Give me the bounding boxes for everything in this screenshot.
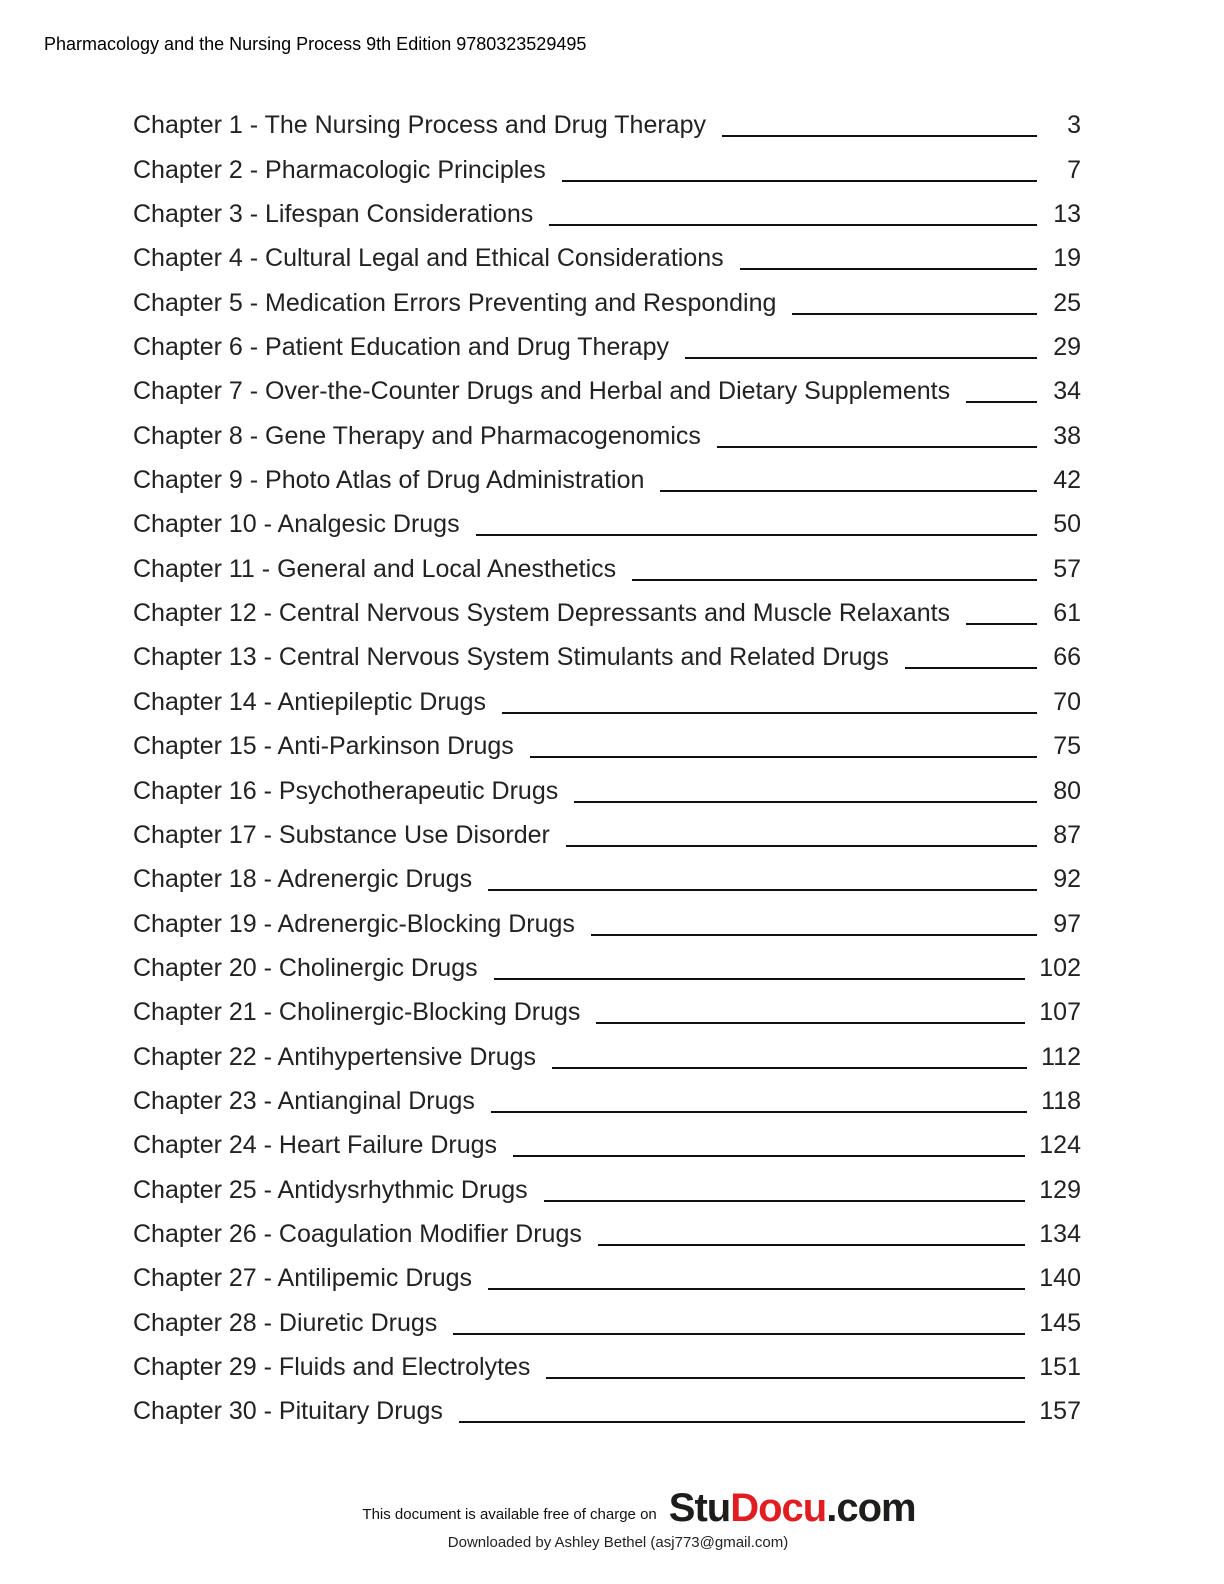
toc-chapter-number: Chapter 7 — [133, 377, 243, 406]
toc-separator: - — [256, 510, 278, 539]
toc-entry[interactable] — [133, 1213, 1081, 1257]
toc-entry-title — [133, 289, 776, 326]
toc-leader-line — [566, 845, 1037, 847]
toc-chapter-number: Chapter 13 — [133, 643, 257, 672]
toc-separator: - — [256, 1042, 278, 1071]
toc-chapter-number: Chapter 20 — [133, 953, 257, 982]
toc-separator: - — [242, 244, 266, 273]
toc-leader-line — [685, 357, 1037, 359]
toc-entry[interactable] — [133, 1124, 1081, 1168]
toc-page-number: 50 — [1053, 510, 1081, 539]
toc-chapter-number: Chapter 19 — [133, 909, 257, 938]
toc-chapter-number: Chapter 8 — [133, 421, 243, 450]
toc-entry[interactable] — [133, 414, 1081, 458]
toc-entry-title — [133, 1264, 472, 1301]
toc-chapter-title: Lifespan Considerations — [265, 200, 534, 229]
toc-separator: - — [254, 554, 278, 583]
toc-entry[interactable] — [133, 503, 1081, 547]
toc-separator: - — [256, 998, 279, 1027]
toc-leader-line — [966, 401, 1037, 403]
toc-chapter-number: Chapter 29 — [133, 1352, 257, 1381]
toc-page-number: 61 — [1053, 599, 1081, 628]
toc-page-number: 145 — [1039, 1308, 1081, 1337]
toc-leader-line — [459, 1421, 1025, 1423]
toc-leader-line — [530, 756, 1037, 758]
toc-leader-line — [491, 1111, 1027, 1113]
toc-page-number: 25 — [1053, 288, 1081, 317]
toc-page-number: 92 — [1053, 865, 1081, 894]
toc-entry-title — [133, 156, 546, 193]
toc-entry[interactable] — [133, 902, 1081, 946]
toc-chapter-number: Chapter 14 — [133, 687, 257, 716]
toc-entry-title — [133, 466, 644, 503]
toc-leader-line — [546, 1377, 1025, 1379]
toc-chapter-number: Chapter 24 — [133, 1131, 257, 1160]
toc-entry[interactable] — [133, 237, 1081, 281]
toc-entry[interactable] — [133, 725, 1081, 769]
toc-leader-line — [792, 313, 1037, 315]
toc-leader-line — [502, 712, 1037, 714]
toc-page-number: 87 — [1053, 820, 1081, 849]
toc-chapter-title: Medication Errors Preventing and Responding — [265, 288, 777, 317]
toc-entry-title — [133, 865, 472, 902]
downloaded-by-text: Downloaded by Ashley Bethel (asj773@gmail.com) — [447, 1534, 789, 1551]
toc-separator: - — [256, 1397, 279, 1426]
toc-chapter-number: Chapter 25 — [133, 1175, 257, 1204]
toc-chapter-number: Chapter 23 — [133, 1086, 257, 1115]
toc-chapter-number: Chapter 21 — [133, 998, 257, 1027]
toc-chapter-title: Antilipemic Drugs — [277, 1264, 473, 1293]
toc-chapter-title: Psychotherapeutic Drugs — [278, 776, 559, 805]
toc-leader-line — [488, 1288, 1025, 1290]
toc-separator: - — [256, 953, 279, 982]
toc-separator: - — [242, 466, 266, 495]
toc-page-number: 66 — [1053, 643, 1081, 672]
toc-chapter-title: Antianginal Drugs — [277, 1086, 475, 1115]
logo-part-com: .com — [826, 1486, 916, 1530]
toc-entry[interactable] — [133, 1168, 1081, 1212]
toc-entry[interactable] — [133, 1346, 1081, 1390]
toc-separator: - — [242, 200, 266, 229]
document-header: Pharmacology and the Nursing Process 9th Edition 9780323529495 — [44, 34, 587, 54]
toc-entry-title — [133, 777, 558, 814]
toc-separator: - — [256, 643, 279, 672]
toc-entry-title — [133, 1397, 443, 1434]
toc-separator: - — [242, 333, 266, 362]
toc-chapter-number: Chapter 5 — [133, 288, 243, 317]
toc-separator: - — [256, 1308, 279, 1337]
toc-leader-line — [632, 579, 1037, 581]
toc-leader-line — [488, 889, 1037, 891]
toc-entry[interactable] — [133, 1390, 1081, 1434]
toc-chapter-number: Chapter 3 — [133, 200, 243, 229]
toc-leader-line — [549, 224, 1037, 226]
toc-chapter-title: Cholinergic Drugs — [278, 953, 478, 982]
toc-entry-title — [133, 1043, 536, 1080]
toc-entry-title — [133, 333, 669, 370]
toc-page-number: 7 — [1067, 155, 1081, 184]
toc-page-number: 97 — [1053, 909, 1081, 938]
toc-chapter-number: Chapter 4 — [133, 244, 243, 273]
toc-entry[interactable] — [133, 680, 1081, 724]
toc-leader-line — [660, 490, 1037, 492]
toc-page-number: 38 — [1053, 421, 1081, 450]
toc-entry[interactable] — [133, 1080, 1081, 1124]
toc-separator: - — [242, 377, 266, 406]
toc-entry[interactable] — [133, 814, 1081, 858]
toc-page-number: 157 — [1039, 1397, 1081, 1426]
toc-entry-title — [133, 732, 514, 769]
toc-separator: - — [256, 820, 279, 849]
toc-leader-line — [574, 801, 1037, 803]
toc-leader-line — [717, 446, 1037, 448]
toc-separator: - — [256, 1131, 279, 1160]
studocu-logo[interactable] — [669, 1488, 916, 1528]
toc-entry-title — [133, 998, 580, 1035]
toc-entry-title — [133, 643, 889, 680]
toc-chapter-title: Patient Education and Drug Therapy — [265, 333, 669, 362]
toc-page-number: 3 — [1067, 111, 1081, 140]
toc-page-number: 107 — [1039, 998, 1081, 1027]
toc-chapter-title: Diuretic Drugs — [278, 1308, 438, 1337]
toc-entry[interactable] — [133, 148, 1081, 192]
toc-chapter-number: Chapter 9 — [133, 466, 243, 495]
toc-chapter-number: Chapter 6 — [133, 333, 243, 362]
table-of-contents — [133, 104, 1081, 1434]
toc-page-number: 75 — [1053, 732, 1081, 761]
toc-entry[interactable] — [133, 193, 1081, 237]
toc-separator: - — [242, 155, 266, 184]
toc-separator: - — [256, 865, 278, 894]
toc-page-number: 70 — [1053, 687, 1081, 716]
toc-entry-title — [133, 910, 575, 947]
toc-page-number: 134 — [1039, 1219, 1081, 1248]
toc-entry-title — [133, 1087, 475, 1124]
toc-leader-line — [740, 268, 1037, 270]
toc-separator: - — [256, 732, 278, 761]
toc-entry-title — [133, 1131, 497, 1168]
toc-chapter-number: Chapter 12 — [133, 599, 257, 628]
toc-page-number: 34 — [1053, 377, 1081, 406]
toc-leader-line — [598, 1244, 1025, 1246]
toc-chapter-title: Analgesic Drugs — [277, 510, 460, 539]
toc-page-number: 112 — [1041, 1042, 1081, 1071]
toc-separator: - — [256, 1264, 278, 1293]
toc-chapter-number: Chapter 27 — [133, 1264, 257, 1293]
toc-chapter-number: Chapter 17 — [133, 820, 257, 849]
toc-leader-line — [596, 1022, 1025, 1024]
toc-chapter-title: Cholinergic-Blocking Drugs — [278, 998, 581, 1027]
toc-leader-line — [476, 534, 1037, 536]
toc-entry-title — [133, 377, 950, 414]
toc-page-number: 80 — [1053, 776, 1081, 805]
toc-entry-title — [133, 599, 950, 636]
toc-entry[interactable] — [133, 592, 1081, 636]
toc-chapter-title: Pituitary Drugs — [278, 1397, 443, 1426]
toc-entry-title — [133, 111, 706, 148]
toc-chapter-title: Anti-Parkinson Drugs — [277, 732, 514, 761]
toc-chapter-number: Chapter 30 — [133, 1397, 257, 1426]
toc-chapter-number: Chapter 28 — [133, 1308, 257, 1337]
toc-entry[interactable] — [133, 1301, 1081, 1345]
toc-separator: - — [242, 288, 266, 317]
toc-entry-title — [133, 510, 460, 547]
toc-chapter-title: Photo Atlas of Drug Administration — [265, 466, 645, 495]
toc-chapter-number: Chapter 1 — [133, 111, 243, 140]
toc-leader-line — [591, 934, 1037, 936]
toc-entry[interactable] — [133, 459, 1081, 503]
toc-chapter-number: Chapter 18 — [133, 865, 257, 894]
toc-chapter-number: Chapter 2 — [133, 155, 243, 184]
logo-part-docu: Docu — [730, 1486, 827, 1530]
toc-separator: - — [256, 687, 278, 716]
toc-leader-line — [544, 1200, 1026, 1202]
toc-chapter-number: Chapter 15 — [133, 732, 257, 761]
toc-leader-line — [494, 978, 1026, 980]
toc-chapter-title: Antihypertensive Drugs — [277, 1042, 537, 1071]
logo-part-stu: Stu — [668, 1486, 731, 1530]
toc-page-number: 118 — [1041, 1086, 1081, 1115]
toc-leader-line — [905, 667, 1037, 669]
toc-chapter-title: Antidysrhythmic Drugs — [277, 1175, 528, 1204]
toc-chapter-number: Chapter 16 — [133, 776, 257, 805]
toc-entry-title — [133, 555, 616, 592]
toc-entry[interactable] — [133, 370, 1081, 414]
toc-entry[interactable] — [133, 104, 1081, 148]
footer-availability — [54, 1488, 1224, 1528]
toc-entry[interactable] — [133, 991, 1081, 1035]
toc-chapter-title: Cultural Legal and Ethical Considerations — [265, 244, 724, 273]
toc-chapter-title: Pharmacologic Principles — [265, 155, 546, 184]
toc-entry-title — [133, 422, 701, 459]
toc-page-number: 129 — [1039, 1175, 1081, 1204]
toc-page-number: 13 — [1053, 200, 1081, 229]
toc-page-number: 124 — [1039, 1131, 1081, 1160]
toc-entry-title — [133, 200, 533, 237]
toc-separator: - — [256, 1219, 279, 1248]
toc-entry-title — [133, 954, 478, 991]
toc-entry[interactable] — [133, 547, 1081, 591]
toc-chapter-title: Heart Failure Drugs — [278, 1131, 498, 1160]
toc-entry-title — [133, 688, 486, 725]
toc-separator: - — [256, 776, 279, 805]
toc-separator: - — [256, 909, 278, 938]
toc-separator: - — [242, 421, 266, 450]
toc-separator: - — [256, 1352, 279, 1381]
toc-chapter-title: Fluids and Electrolytes — [278, 1352, 531, 1381]
toc-chapter-title: Over-the-Counter Drugs and Herbal and Dietary Supplements — [265, 377, 951, 406]
toc-entry[interactable] — [133, 769, 1081, 813]
toc-entry[interactable] — [133, 1257, 1081, 1301]
toc-entry-title — [133, 1220, 582, 1257]
toc-chapter-title: Gene Therapy and Pharmacogenomics — [265, 421, 701, 450]
toc-page-number: 57 — [1053, 554, 1081, 583]
availability-text: This document is available free of charge on — [362, 1506, 657, 1523]
toc-page-number: 19 — [1053, 244, 1081, 273]
toc-page-number: 102 — [1039, 953, 1081, 982]
toc-entry[interactable] — [133, 858, 1081, 902]
toc-chapter-title: Adrenergic Drugs — [277, 865, 473, 894]
toc-entry-title — [133, 244, 724, 281]
toc-leader-line — [562, 180, 1037, 182]
toc-chapter-number: Chapter 22 — [133, 1042, 257, 1071]
toc-entry[interactable] — [133, 326, 1081, 370]
toc-separator: - — [256, 599, 279, 628]
toc-chapter-title: General and Local Anesthetics — [277, 554, 617, 583]
toc-chapter-title: Central Nervous System Stimulants and Related Drugs — [278, 643, 889, 672]
toc-chapter-title: Substance Use Disorder — [278, 820, 550, 849]
toc-page-number: 29 — [1053, 333, 1081, 362]
toc-chapter-number: Chapter 11 — [133, 554, 255, 583]
toc-page-number: 140 — [1039, 1264, 1081, 1293]
toc-separator: - — [242, 111, 265, 140]
toc-leader-line — [722, 135, 1037, 137]
toc-chapter-title: Central Nervous System Depressants and Muscle Relaxants — [278, 599, 951, 628]
toc-entry-title — [133, 1353, 530, 1390]
toc-page-number: 151 — [1039, 1352, 1081, 1381]
toc-entry-title — [133, 821, 550, 858]
toc-entry[interactable] — [133, 947, 1081, 991]
toc-leader-line — [513, 1155, 1025, 1157]
footer — [0, 1488, 1224, 1551]
toc-entry[interactable] — [133, 1035, 1081, 1079]
toc-page-number: 42 — [1053, 466, 1081, 495]
toc-chapter-number: Chapter 10 — [133, 510, 257, 539]
toc-entry-title — [133, 1309, 437, 1346]
toc-leader-line — [966, 623, 1037, 625]
toc-entry[interactable] — [133, 636, 1081, 680]
toc-chapter-title: Coagulation Modifier Drugs — [278, 1219, 582, 1248]
toc-separator: - — [256, 1086, 278, 1115]
toc-entry[interactable] — [133, 281, 1081, 325]
toc-chapter-number: Chapter 26 — [133, 1219, 257, 1248]
toc-leader-line — [552, 1067, 1027, 1069]
toc-leader-line — [453, 1333, 1025, 1335]
toc-chapter-title: The Nursing Process and Drug Therapy — [264, 111, 706, 140]
toc-separator: - — [256, 1175, 278, 1204]
toc-entry-title — [133, 1176, 528, 1213]
toc-chapter-title: Adrenergic-Blocking Drugs — [277, 909, 575, 938]
toc-chapter-title: Antiepileptic Drugs — [277, 687, 486, 716]
